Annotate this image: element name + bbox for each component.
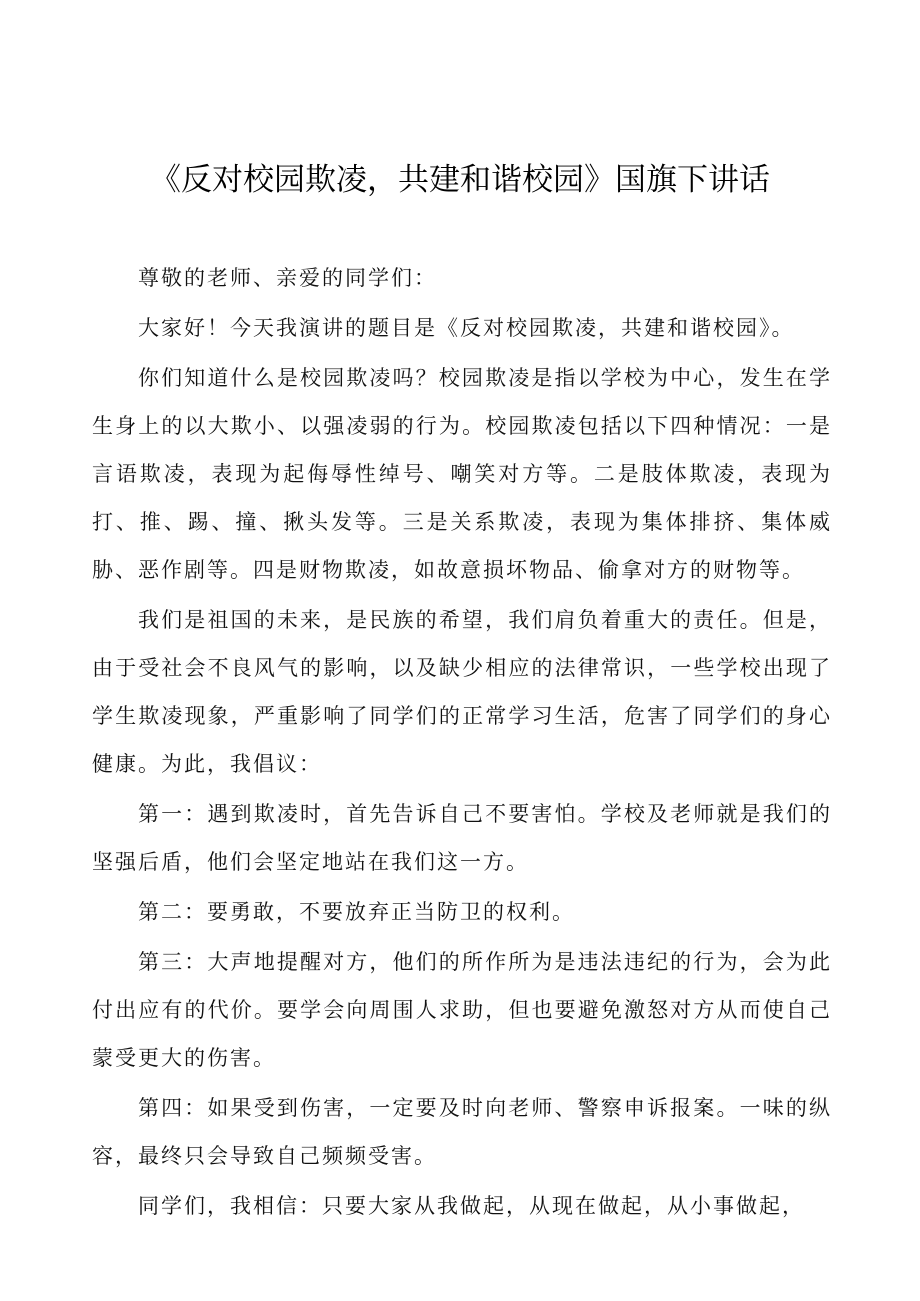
- paragraph-responsibility: 我们是祖国的未来，是民族的希望，我们肩负着重大的责任。但是，由于受社会不良风气的影响，以及缺少相应的法律常识，一些学校出现了学生欺凌现象，严重影响了同学们的正常学习生活，危害了同学们的身心健康。为此，我倡议：: [92, 608, 832, 776]
- paragraph-point-four: 第四：如果受到伤害，一定要及时向老师、警察申诉报案。一味的纵容，最终只会导致自己频频受害。: [92, 1096, 832, 1168]
- paragraph-greeting: 大家好！今天我演讲的题目是《反对校园欺凌，共建和谐校园》。: [138, 316, 795, 340]
- paragraph-point-two: 第二：要勇敢，不要放弃正当防卫的权利。: [138, 900, 575, 924]
- paragraph-point-one: 第一：遇到欺凌时，首先告诉自己不要害怕。学校及老师就是我们的坚强后盾，他们会坚定地站在我们这一方。: [92, 802, 832, 874]
- paragraph-salutation: 尊敬的老师、亲爱的同学们：: [138, 266, 437, 290]
- paragraph-closing: 同学们，我相信：只要大家从我做起，从现在做起，从小事做起，: [138, 1194, 805, 1218]
- paragraph-definition: 你们知道什么是校园欺凌吗？校园欺凌是指以学校为中心，发生在学生身上的以大欺小、以强凌弱的行为。校园欺凌包括以下四种情况：一是言语欺凌，表现为起侮辱性绰号、嘲笑对方等。二是肢体欺凌，表现为打、推、踢、撞、揪头发等。三是关系欺凌，表现为集体排挤、集体威胁、恶作剧等。四是财物欺凌，如故意损坏物品、偷拿对方的财物等。: [92, 366, 832, 582]
- paragraph-point-three: 第三：大声地提醒对方，他们的所作所为是违法违纪的行为，会为此付出应有的代价。要学会向周围人求助，但也要避免激怒对方从而使自己蒙受更大的伤害。: [92, 950, 832, 1070]
- document-body: [92, 254, 832, 1230]
- document-title: 《反对校园欺凌，共建和谐校园》国旗下讲话: [150, 162, 770, 198]
